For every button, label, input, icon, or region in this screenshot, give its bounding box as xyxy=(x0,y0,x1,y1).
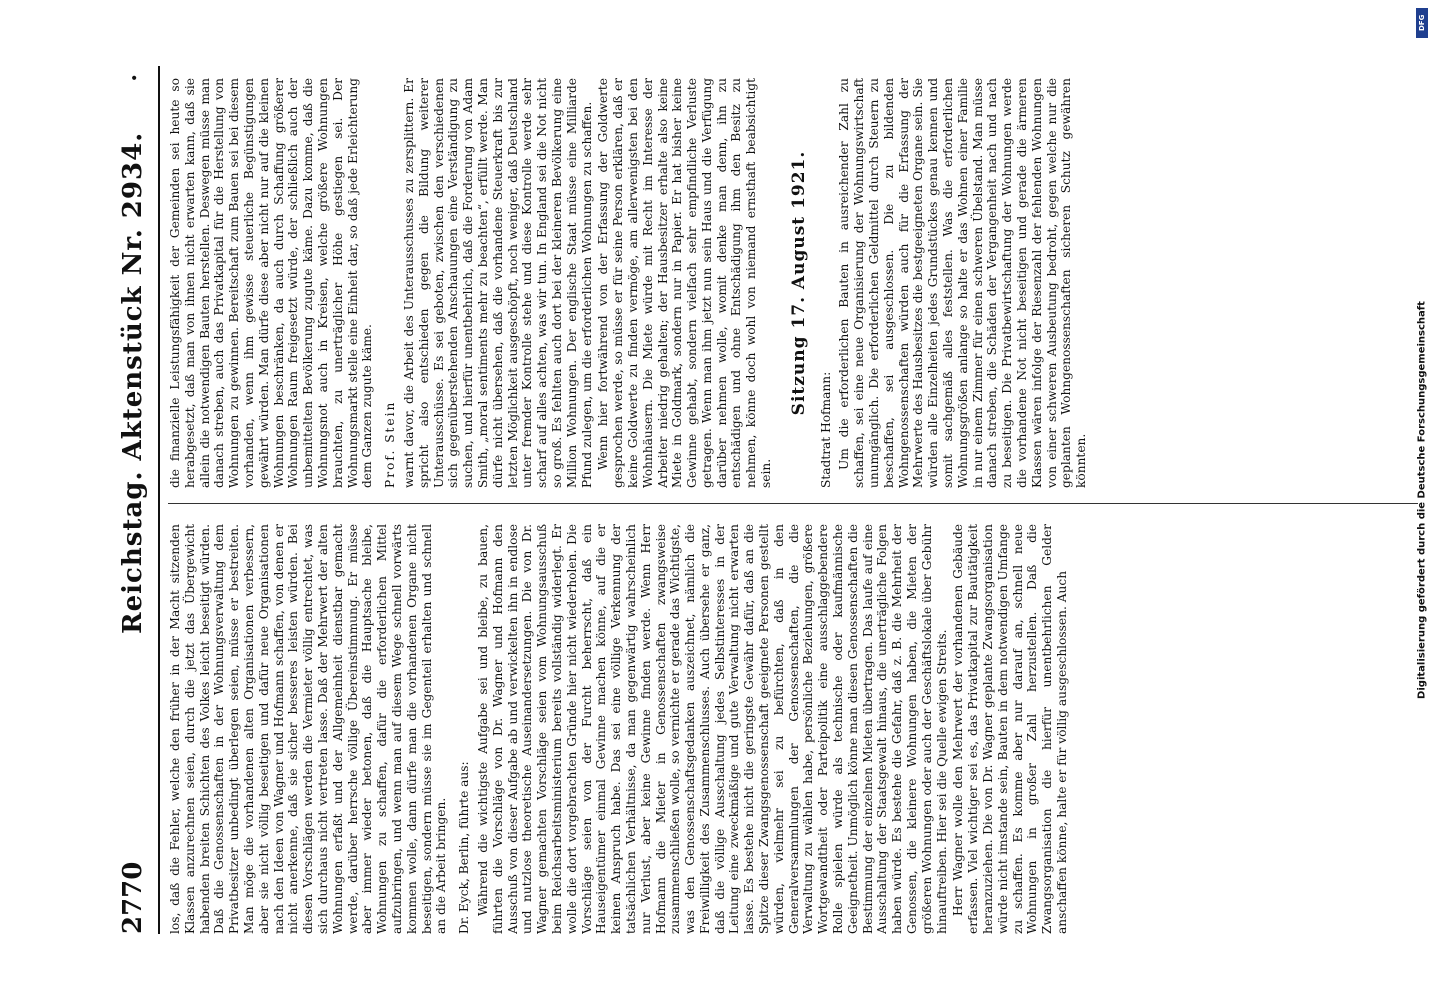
column-separator xyxy=(168,503,1418,504)
header-rule xyxy=(158,66,160,934)
right-column xyxy=(168,78,1418,488)
paragraph: Während die wichtigste Aufgabe sei und bleibe, zu bauen, führten die Vorschläge von Dr. Wagner und Hofmann den Ausschuß von dieser Aufgabe ab und verwickelten ihn in endlose und nutzlose theoretische Auseinandersetzungen. Die von Dr. Wagner gemachten Vorschläge seien vom Wohnungsausschuß beim Reichsarbeitsministerium bereits vollständig widerlegt. Er wolle die dort vorgebrachten Gründe hier nicht wiederholen. Die Vorschläge seien von der Furcht beherrscht, daß ein Hauseigentümer einmal Gewinne machen könne, auf die er keinen Anspruch habe. Das sei eine völlige Verkennung der tatsächlichen Verhältnisse, da man gegenwärtig wahrscheinlich nur Verlust, aber keine Gewinne finden werde. Wenn Herr Hofmann die Mieter in Genossenschaften zwangsweise zusammenschließen wolle, so vernichte er gerade das Wichtigste, was den Genossenschaftsgedanken auszeichnet, nämlich die Freiwilligkeit des Zusammenschlusses. Auch übersehe er ganz, daß die völlige Ausschaltung jedes Selbstinteresses in der Leitung eine zweckmäßige und gute Verwaltung nicht erwarten lasse. Es bestehe nicht die geringste Gewähr dafür, daß an die Spitze dieser Zwangsgenossenschaft geeignete Personen gestellt würden, vielmehr sei zu befürchten, daß in den Generalversammlungen der Genossenschaften, die die Verwaltung zu wählen habe, persönliche Beziehungen, größere Wortgewandtheit oder Parteipolitik eine ausschlaggebendere Rolle spielen würde als technische oder kaufmännische Geeignetheit. Unmöglich könne man diesen Genossenschaften die Bestimmung der einzelnen Mieten übertragen. Das laufe auf eine Ausschaltung der Staatsgewalt hinaus, die unerträgliche Folgen haben würde. Es bestehe die Gefahr, daß z. B. die Mehrheit der Genossen, die kleinere Wohnungen haben, die Mieten der größeren Wohnungen oder auch der Geschäftslokale über Gebühr hinauftreiben. Hier sei die Quelle ewigen Streits. xyxy=(475,524,949,934)
paragraph: los, daß die Fehler, welche den früher in der Macht sitzenden Klassen anzurechnen seien, durch die jetzt das Übergewicht habenden breiten Schichten des Volkes leicht beseitigt würden. Daß die Genossenschaften in der Wohnungsverwaltung dem Privatbesitzer unbedingt überlegen seien, müsse er bestreiten. Man möge die vorhandenen alten Organisationen verbessern, aber sie nicht völlig beseitigen und dafür neue Organisationen nach den Ideen von Wagner und Hofmann schaffen, von denen er nicht anerkenne, daß sie sicher besseres leisten würden. Bei diesen Vorschlägen werden die Vermieter völlig entrechtet, was sich durchaus nicht vertreten lasse. Daß der Mehrwert der alten Wohnungen erfaßt und der Allgemeinheit dienstbar gemacht werde, darüber herrsche völlige Übereinstimmung. Er müsse aber immer wieder betonen, daß die Hauptsache bleibe, Wohnungen zu schaffen, dafür die erforderlichen Mittel aufzubringen, und wenn man auf diesem Wege schnell vorwärts kommen wolle, dann dürfe man die vorhandenen Organe nicht beseitigen, sondern müsse sie im Gegenteil erhalten und schnell an die Arbeit bringen. xyxy=(168,524,449,934)
dfg-logo-icon: DFG xyxy=(1416,8,1428,38)
left-column xyxy=(168,524,1418,934)
speaker-heading: Prof. Stein xyxy=(383,400,398,488)
session-heading: Sitzung 17. August 1921. xyxy=(788,150,809,416)
digitization-credit: Digitalisierung gefördert durch die Deutsche Forschungsgemeinschaft xyxy=(1416,301,1428,699)
paragraph: warnt davor, die Arbeit des Unterausschusses zu zersplittern. Er spricht also entschieden gegen die Bildung weiterer Unterausschüsse. Es sei geboten, zwischen den verschiedenen sich gegenüberstehenden Anschauungen eine Verständigung zu suchen, und hierfür unentbehrlich, daß die Forderung von Adam Smith, „moral sentiments mehr zu beachten“, erfüllt werde. Man dürfe nicht übersehen, daß die vorhandene Steuerkraft bis zur letzten Möglichkeit ausgeschöpft, noch weniger, daß Deutschland unter fremder Kontrolle stehe und diese Kontrolle werde sehr scharf auf alles achten, was wir tun. In England sei die Not nicht so groß. Es fehlten auch dort bei der kleineren Bevölkerung eine Million Wohnungen. Der englische Staat müsse eine Milliarde Pfund zulegen, um die erforderlichen Wohnungen zu schaffen. xyxy=(401,78,594,488)
paragraph: Herr Wagner wolle den Mehrwert der vorhandenen Gebäude erfassen. Viel wichtiger sei es, das Privatkapital zur Bautätigkeit heranzuziehen. Die von Dr. Wagner geplante Zwangsorganisation würde nicht imstande sein, Bauten in dem notwendigen Umfange zu schaffen. Es komme aber nur darauf an, schnell neue Wohnungen in großer Zahl herzustellen. Daß die Zwangsorganisation die hierfür unentbehrlichen Gelder anschaffen könne, halte er für völlig ausgeschlossen. Auch xyxy=(951,524,1070,934)
document-page xyxy=(116,66,1426,934)
paragraph: Wenn hier fortwährend von der Erfassung der Goldwerte gesprochen werde, so müsse er für seine Person erklären, daß er keine Goldwerte zu finden vermöge, am allerwenigsten bei den Wohnhäusern. Die Miete würde mit Recht im Interesse der Arbeiter niedrig gehalten; der Hausbesitzer erhalte also keine Miete in Goldmark, sondern nur in Papier. Er hat bisher keine Gewinne gehabt, sondern vielfach sehr empfindliche Verluste getragen. Wenn man ihm jetzt nun sein Haus und die Verfügung darüber nehmen wolle, womit denke man denn, ihn zu entschädigen und ohne Entschädigung ihm den Besitz zu nehmen, könne doch wohl von niemand ernsthaft beabsichtigt sein. xyxy=(596,78,774,488)
header-dot: . xyxy=(116,74,142,82)
page-number: 2770 xyxy=(118,861,148,934)
page-header xyxy=(116,66,156,934)
speaker-heading: Dr. Eyck, Berlin, führte aus: xyxy=(457,761,472,934)
page-title: Reichstag. Aktenstück Nr. 2934. xyxy=(118,131,148,634)
paragraph: Um die erforderlichen Bauten in ausreichender Zahl zu schaffen, sei eine neue Organisierung der Wohnungswirtschaft unumgänglich. Die erforderlichen Geldmittel durch Steuern zu beschaffen, sei ausgeschlossen. Die zu bildenden Wohngenossenschaften würden auch für die Erfassung der Mehrwerte des Hausbesitzes die bestgeeigneten Organe sein. Sie würden alle Einzelheiten jedes Grundstückes genau kennen und somit sachgemäß alles feststellen. Was die erforderlichen Wohnungsgrößen anlange so halte er das Wohnen einer Familie in nur einem Zimmer für einen schweren Übelstand. Man müsse danach streben, die Schäden der Vergangenheit nach und nach zu beseitigen. Die Privatbewirtschaftung der Wohnungen werde die vorhandene Not nicht beseitigen und gerade die ärmeren Klassen wären infolge der Riesenzahl der fehlenden Wohnungen von einer schweren Ausbeutung bedroht, gegen welche nur die geplanten Wohngenossenschaften sicheren Schutz gewähren könnten. xyxy=(837,78,1089,488)
paragraph: die finanzielle Leistungsfähigkeit der Gemeinden sei heute so herabgesetzt, daß man von ihnen nicht erwarten kann, daß sie allein die notwendigen Bauten herstellen. Deswegen müsse man danach streben, auch das Privatkapital für die Herstellung von Wohnungen zu gewinnen. Bereitschaft zum Bauen sei bei diesem vorhanden, wenn ihm gewisse steuerliche Begünstigungen gewährt würden. Man dürfe diese aber nicht nur auf die kleinen Wohnungen beschränken, da auch durch Schaffung größerer Wohnungen Raum freigesetzt würde, der schließlich auch der unbemittelten Bevölkerung zugute käme. Dazu komme, daß die Wohnungsnot auch in Kreisen, welche größere Wohnungen brauchten, zu unerträglicher Höhe gestiegen sei. Der Wohnungsmarkt stelle eine Einheit dar, so daß jede Erleichterung dem Ganzen zugute käme. xyxy=(168,78,375,488)
speaker-heading: Stadtrat Hofmann: xyxy=(818,371,833,488)
